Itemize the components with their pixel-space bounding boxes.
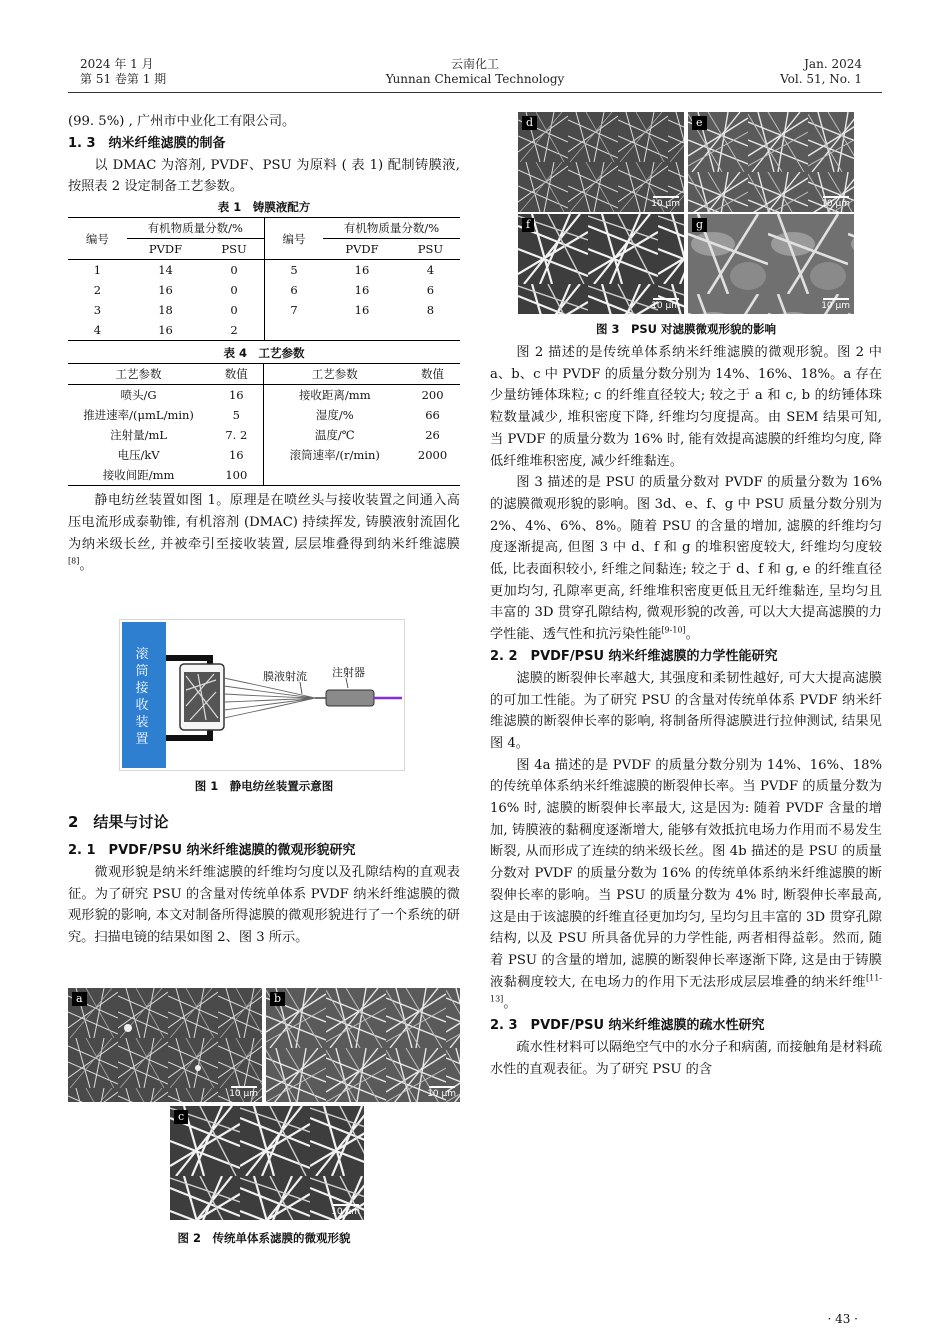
scale-text-b: 10 μm bbox=[427, 1089, 456, 1099]
table1-cell: 16 bbox=[354, 263, 370, 278]
table4-cell: 16 bbox=[209, 385, 264, 406]
table1-cell: 6 bbox=[426, 283, 435, 298]
table4-cell: 推进速率/(μmL/min) bbox=[83, 408, 194, 423]
issue-date: 2024 年 1 月 bbox=[80, 57, 154, 71]
table1-head-pvdf-2: PVDF bbox=[345, 242, 379, 257]
figure-3-caption: 图 3 PSU 对滤膜微观形貌的影响 bbox=[595, 322, 777, 336]
para-2-3: 疏水性材料可以隔绝空气中的水分子和病菌, 而接触角是材料疏水性的直观表征。为了研究 PSU 的含 bbox=[490, 1040, 882, 1077]
header-center bbox=[375, 57, 575, 87]
sem-label-c: c bbox=[174, 1110, 188, 1124]
table4-cell: 7. 2 bbox=[209, 425, 264, 445]
table4-cell: 5 bbox=[209, 405, 264, 425]
table4-cell bbox=[405, 465, 460, 486]
sem-image-b bbox=[266, 988, 460, 1102]
sem-label-g: g bbox=[692, 218, 707, 232]
sem-image-d bbox=[518, 112, 684, 212]
scale-bar-d bbox=[651, 196, 680, 209]
heading-2: 2 结果与讨论 bbox=[68, 813, 169, 831]
scale-bar-b bbox=[427, 1086, 456, 1099]
left-column-lower bbox=[68, 808, 460, 949]
para-fig2-discussion: 图 2 描述的是传统单体系纳米纤维滤膜的微观形貌。图 2 中 a、b、c 中 PVDF 的质量分数分别为 14%、16%、18%。a 存在少量纺锤体珠粒; c 的纤维直径较大; 较之于 a 和 c, b 的纺锤体珠粒数量减少, 堆积密度下降, 纤维均匀度提高。由 SEM 结果可知, 当 PVDF 的质量分数为 16% 时, 能有效提高滤膜的纤维均匀度, 降低纤维堆积密度, 减少纤维黏连。 bbox=[490, 345, 882, 469]
syringe-body bbox=[326, 690, 374, 706]
table1-cell bbox=[323, 320, 401, 341]
table1-cell: 4 bbox=[93, 323, 102, 338]
sem-image-a bbox=[68, 988, 262, 1102]
table4-cell: 注射量/mL bbox=[110, 428, 168, 443]
table1-head-group: 有机物质量分数/% bbox=[127, 218, 265, 239]
heading-2-1: 2. 1 PVDF/PSU 纳米纤维滤膜的微观形貌研究 bbox=[68, 843, 356, 858]
left-column bbox=[68, 111, 460, 577]
table1-row bbox=[68, 280, 460, 300]
para-device bbox=[68, 490, 460, 577]
table4-head-value-2: 数值 bbox=[421, 367, 445, 382]
header-right bbox=[780, 57, 862, 87]
table4-cell: 66 bbox=[425, 408, 440, 423]
electrospinning-diagram bbox=[120, 620, 404, 770]
scale-text-g: 10 μm bbox=[821, 301, 850, 311]
table4-head-value: 数值 bbox=[209, 364, 264, 385]
table1-cell: 16 bbox=[354, 283, 370, 298]
table4 bbox=[68, 363, 460, 486]
para-fig3-end: 。 bbox=[685, 627, 699, 643]
table1-head-psu-2: PSU bbox=[417, 242, 444, 257]
scale-bar-f bbox=[651, 298, 680, 311]
sem-image-g bbox=[688, 214, 854, 314]
jet-stream bbox=[224, 678, 315, 718]
table1-cell bbox=[401, 320, 460, 341]
sem-image-c bbox=[170, 1106, 364, 1220]
table4-cell: 电压/kV bbox=[117, 448, 160, 463]
table1-head-id-2: 编号 bbox=[264, 218, 323, 260]
table4-head-param: 工艺参数 bbox=[115, 367, 162, 382]
table1-cell: 8 bbox=[426, 303, 435, 318]
para-2-2b-text: 图 4a 描述的是 PVDF 的质量分数分别为 14%、16%、18% 的传统单体系纳米纤维滤膜的断裂伸长率。当 PVDF 的质量分数为 16% 时, 滤膜的断裂伸长率最大, 这是因为: 随着 PVDF 含量的增加, 铸膜液的黏稠度逐渐增大, 能够有效抵抗电场力作用而不易发生断裂, 从而形成了连续的纳米级长丝。图 4b 描述的是 PSU 的质量分数对 PVDF 的质量分数为 16% 的传统单体系纳米纤维滤膜的断裂伸长率的影响。当 PSU 的质量分数为 4% 时, 断裂伸长率最高, 这是由于该滤膜的纤维直径更加均匀, 呈均匀且丰富的 3D 贯穿孔隙结构, 以及 PSU 所具备优异的力学性能, 两者相得益彰。然而, 随着 PSU 的含量的增加, 滤膜的断裂伸长率逐渐下降, 这是由于铸膜液黏稠度较大, 在电场力的作用下无法形成层层堆叠的纳米纤维 bbox=[490, 757, 882, 990]
page-number: · 43 · bbox=[827, 1312, 858, 1326]
para-2-2b bbox=[490, 755, 882, 1015]
table1-cell: 0 bbox=[204, 300, 264, 320]
para-2-2a: 滤膜的断裂伸长率越大, 其强度和柔韧性越好, 可大大提高滤膜的可加工性能。为了研究 PSU 的含量对传统单体系 PVDF 纳米纤维滤膜的断裂伸长率的影响, 将制备所得滤膜进行拉伸测试, 结果见图 4。 bbox=[490, 670, 882, 751]
table4-head-param-2: 工艺参数 bbox=[311, 367, 358, 382]
table4-cell: 温度/℃ bbox=[314, 428, 355, 443]
table4-cell: 湿度/% bbox=[315, 408, 354, 423]
table1-row bbox=[68, 260, 460, 281]
scale-text-f: 10 μm bbox=[651, 301, 680, 311]
table4-row bbox=[68, 425, 460, 445]
citation: [11-13] bbox=[490, 973, 882, 1004]
table1-title: 表 1 铸膜液配方 bbox=[217, 200, 311, 215]
table4-cell: 200 bbox=[421, 388, 444, 403]
sem-label-b: b bbox=[270, 992, 285, 1006]
right-column bbox=[490, 342, 882, 1081]
table1-cell: 4 bbox=[426, 263, 435, 278]
table4-cell: 接收间距/mm bbox=[102, 468, 175, 483]
table1-cell: 16 bbox=[158, 323, 173, 338]
table4-row bbox=[68, 445, 460, 465]
heading-2-3: 2. 3 PVDF/PSU 纳米纤维滤膜的疏水性研究 bbox=[490, 1018, 765, 1034]
sem-label-f: f bbox=[522, 218, 534, 232]
table4-row bbox=[68, 405, 460, 425]
table1-cell: 16 bbox=[158, 283, 173, 298]
table1-cell: 18 bbox=[158, 303, 173, 318]
table4-cell: 滚筒速率/(r/min) bbox=[289, 448, 380, 463]
table1-head-psu: PSU bbox=[204, 239, 264, 260]
table4-row bbox=[68, 465, 460, 486]
header-left bbox=[80, 57, 166, 87]
table1-row bbox=[68, 320, 460, 341]
heading-2-2: 2. 2 PVDF/PSU 纳米纤维滤膜的力学性能研究 bbox=[490, 648, 778, 664]
scale-bar-a bbox=[229, 1086, 258, 1099]
sem-image-f bbox=[518, 214, 684, 314]
table4-row bbox=[68, 385, 460, 406]
table4-cell: 100 bbox=[209, 465, 264, 486]
para-2-1: 微观形貌是纳米纤维滤膜的纤维均匀度以及孔隙结构的直观表征。为了研究 PSU 的含量对传统单体系 PVDF 纳米纤维滤膜的微观形貌的影响, 本文对制备所得滤膜的微观形貌进行了一个系统的研究。扫描电镜的结果如图 2、图 3 所示。 bbox=[68, 865, 460, 946]
figure-1-caption: 图 1 静电纺丝装置示意图 bbox=[194, 779, 334, 793]
table1-cell: 2 bbox=[93, 283, 102, 298]
table1-cell: 0 bbox=[204, 280, 264, 300]
table1-cell: 14 bbox=[158, 263, 173, 278]
drum-label: 滚筒接收装置 bbox=[135, 647, 149, 747]
para-fig3-text: 图 3 描述的是 PSU 的质量分数对 PVDF 的质量分数为 16% 的滤膜微观形貌的影响。图 3d、e、f、g 中 PSU 质量分数分别为 2%、4%、6%、8%。随着 PSU 的含量的增加, 滤膜的纤维均匀度逐渐提高, 但图 3 中 d、f 和 g 的堆积密度较大, 纤维均匀度较低, 比表面积较小, 纤维之间黏连; 较之于 d、f 和 g, e 的纤维直径更加均匀, 孔隙率更高, 纤维堆积密度更低且无纤维黏连, 呈均匀且丰富的 3D 贯穿孔隙结构, 微观形貌的改善, 可以大大提高滤膜的力学性能、透气性和抗污染性能 bbox=[490, 475, 882, 643]
citation: [9-10] bbox=[661, 625, 686, 635]
table4-title: 表 4 工艺参数 bbox=[223, 346, 305, 361]
table1-head-pvdf: PVDF bbox=[148, 242, 183, 257]
table4-cell: 2000 bbox=[417, 448, 448, 463]
para-fig3-discussion bbox=[490, 472, 882, 646]
scale-text-e: 10 μm bbox=[821, 199, 850, 209]
table1-cell: 2 bbox=[204, 320, 264, 341]
scale-text-a: 10 μm bbox=[229, 1089, 258, 1099]
table4-cell: 16 bbox=[209, 445, 264, 465]
sem-image-e bbox=[688, 112, 854, 212]
para-device-end: 。 bbox=[79, 558, 93, 574]
issue-volume-en: Vol. 51, No. 1 bbox=[780, 72, 862, 86]
table1-cell: 16 bbox=[354, 303, 370, 318]
table1-cell: 6 bbox=[290, 283, 298, 298]
table4-cell: 26 bbox=[425, 428, 440, 443]
issue-volume: 第 51 卷第 1 期 bbox=[80, 72, 167, 86]
table1-cell bbox=[264, 320, 323, 341]
table1-row bbox=[68, 300, 460, 320]
table4-cell: 喷头/G bbox=[120, 388, 157, 403]
para-supplier: (99. 5%) , 广州市中业化工有限公司。 bbox=[68, 114, 296, 129]
sem-label-e: e bbox=[692, 116, 707, 130]
scale-bar-e bbox=[821, 196, 850, 209]
journal-title-cn: 云南化工 bbox=[450, 57, 499, 71]
header-rule bbox=[68, 92, 882, 93]
sem-label-a: a bbox=[72, 992, 87, 1006]
issue-date-en: Jan. 2024 bbox=[804, 57, 862, 71]
sem-label-d: d bbox=[522, 116, 537, 130]
citation: [8] bbox=[68, 556, 80, 566]
table1-cell: 1 bbox=[93, 263, 102, 278]
para-1-3: 以 DMAC 为溶剂, PVDF、PSU 为原料 ( 表 1) 配制铸膜液, 按照表 2 设定制备工艺参数。 bbox=[68, 157, 460, 195]
scale-bar-g bbox=[821, 298, 850, 311]
para-2-2b-end: 。 bbox=[503, 996, 517, 1012]
jet-label: 膜液射流 bbox=[263, 670, 307, 683]
scale-bar-c bbox=[331, 1204, 360, 1217]
para-device-text: 静电纺丝装置如图 1。原理是在喷丝头与接收装置之间通入高压电流形成泰勒锥, 有机溶剂 (DMAC) 持续挥发, 铸膜液射流固化为纳米级长丝, 并被牵引至接收装置, 层层堆叠得到纳米纤维滤膜 bbox=[68, 493, 460, 552]
table1-cell: 0 bbox=[204, 260, 264, 281]
table1-cell: 7 bbox=[290, 303, 298, 318]
table4-cell bbox=[264, 465, 405, 486]
table1-head-group-2: 有机物质量分数/% bbox=[323, 218, 460, 239]
table1-cell: 5 bbox=[290, 263, 298, 278]
journal-title-en: Yunnan Chemical Technology bbox=[385, 72, 565, 86]
heading-1-3: 1. 3 纳米纤维滤膜的制备 bbox=[68, 135, 226, 151]
table4-cell: 接收距离/mm bbox=[298, 388, 371, 403]
scale-text-c: 10 μm bbox=[331, 1207, 360, 1217]
syringe-label: 注射器 bbox=[332, 666, 365, 679]
table1 bbox=[68, 217, 460, 341]
scale-text-d: 10 μm bbox=[651, 199, 680, 209]
figure-2-caption: 图 2 传统单体系滤膜的微观形貌 bbox=[177, 1231, 351, 1245]
table1-head-id: 编号 bbox=[68, 218, 127, 260]
figure-1 bbox=[119, 619, 405, 771]
table1-cell: 3 bbox=[93, 303, 102, 318]
